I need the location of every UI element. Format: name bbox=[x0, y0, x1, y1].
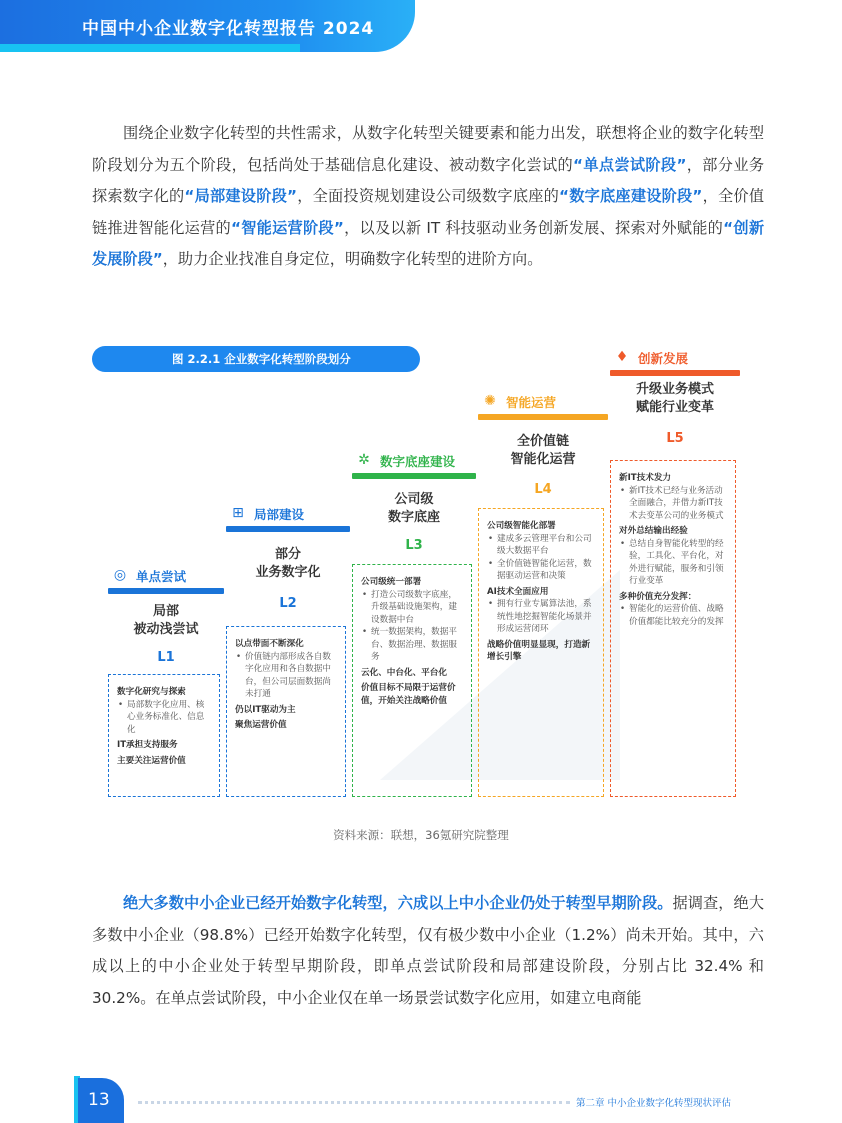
stage-level: L2 bbox=[279, 596, 297, 611]
stage-label: 局部建设 bbox=[254, 507, 305, 522]
highlight-l3: “数字底座建设阶段” bbox=[559, 187, 703, 205]
highlight-l1: “单点尝试阶段” bbox=[573, 155, 687, 174]
footer-section-title: 第二章 中小企业数字化转型现状评估 bbox=[576, 1098, 732, 1109]
stage-bar bbox=[226, 526, 350, 532]
grid-icon: ⊞ bbox=[232, 505, 244, 521]
leaf-icon: ✲ bbox=[358, 452, 370, 468]
highlight-l4: “智能运营阶段” bbox=[230, 218, 344, 237]
text-span: 据调查，绝大多数中小企业（98.8%）已经开始数字化转型，仅有极少数中小企业（1.2%）尚未开始。其中，六成以上的中小企业处于转型早期阶段，即单点尝试阶段和局部建设阶段，分别占比 32.4% 和 30.2%。在单点尝试阶段，中小企业仅在单一场景尝试数字化应用，如建立电商能 bbox=[92, 894, 765, 1007]
stage-name-line: 公司级 bbox=[394, 492, 434, 507]
detail-heading: 对外总结输出经验 bbox=[619, 526, 688, 536]
detail-heading: 新IT技术发力 bbox=[619, 473, 672, 483]
detail-bullet: • 智能化的运营价值、战略价值都能比较充分的发挥 bbox=[619, 603, 727, 628]
header-banner bbox=[0, 0, 415, 52]
diamond-icon: ♦ bbox=[615, 349, 629, 365]
stage-name-line: 数字底座 bbox=[387, 510, 440, 525]
stage-name-line: 部分 bbox=[274, 547, 301, 562]
footer-dotted-rule bbox=[138, 1101, 570, 1104]
text-span: ，以及以新 IT 科技驱动业务创新发展、探索对外赋能的 bbox=[343, 218, 724, 237]
detail-bullet: • 拥有行业专属算法池，系统性地挖掘智能化场景并形成运营闭环 bbox=[487, 598, 595, 636]
page-number: 13 bbox=[88, 1090, 110, 1110]
detail-bullet: • 新IT技术已经与业务活动全面融合，并借力新IT技术去变革公司的业务模式 bbox=[619, 485, 727, 523]
detail-heading: 主要关注运营价值 bbox=[117, 755, 186, 766]
detail-bullet: • 全价值链智能化运营，数据驱动运营和决策 bbox=[487, 558, 595, 583]
detail-heading: 云化、中台化、平台化 bbox=[361, 667, 447, 678]
detail-heading: 公司级统一部署 bbox=[361, 577, 422, 587]
stage-bar bbox=[108, 588, 224, 594]
stage-name-line: 智能化运营 bbox=[510, 452, 576, 467]
detail-heading: 仍以IT驱动为主 bbox=[235, 704, 296, 715]
figure-caption bbox=[92, 346, 420, 372]
detail-heading: 数字化研究与探索 bbox=[117, 687, 186, 697]
detail-heading: AI技术全面应用 bbox=[487, 586, 549, 597]
stage-bar bbox=[610, 370, 740, 376]
detail-bullet: • 总结自身智能化转型的经验，工具化、平台化，对外进行赋能，服务和引领行业变革 bbox=[619, 538, 727, 588]
detail-heading: 战略价值明显显现，打造新增长引擎 bbox=[487, 639, 591, 662]
text-span: 围绕企业数字化转型的共性需求，从数字化转型关键要素和能力出发，联想将企业的数字化转型阶段划分为五个阶段，包括尚处于基础信息化建设、被动数字化尝试的 bbox=[92, 124, 764, 174]
stage-bar bbox=[352, 473, 476, 479]
text-span: ，全价值链推进智能化运营的 bbox=[92, 187, 765, 237]
text-span: ，助力企业找准自身定位，明确数字化转型的进阶方向。 bbox=[162, 250, 543, 268]
stage-name-line: 全价值链 bbox=[516, 434, 569, 449]
detail-heading: 多种价值充分发挥： bbox=[619, 591, 697, 602]
detail-bullet: • 局部数字化应用、核心业务标准化、信息化 bbox=[117, 699, 211, 737]
stage-label: 数字底座建设 bbox=[380, 454, 456, 469]
figure-source: 资料来源：联想，36氪研究院整理 bbox=[333, 828, 509, 842]
bold-lead-sentence: 绝大多数中小企业已经开始数字化转型，六成以上中小企业仍处于转型早期阶段。 bbox=[123, 894, 673, 912]
stage-detail-box bbox=[108, 674, 220, 797]
detail-heading: 价值目标不局限于运营价值，开始关注战略价值 bbox=[361, 683, 456, 706]
stage-label: 创新发展 bbox=[638, 351, 689, 366]
stage-name bbox=[108, 603, 224, 639]
text-span: ，部分业务探索数字化的 bbox=[92, 155, 765, 205]
detail-heading: 以点带面不断深化 bbox=[235, 639, 304, 649]
page-number-tab bbox=[78, 1078, 124, 1123]
stage-name-line: 赋能行业变革 bbox=[635, 400, 714, 415]
stage-level: L3 bbox=[405, 538, 423, 553]
detail-heading: IT承担支持服务 bbox=[117, 740, 178, 750]
detail-bullet: • 建成多云管理平台和公司级大数据平台 bbox=[487, 533, 595, 558]
stage-name bbox=[226, 546, 350, 582]
highlight-l2: “局部建设阶段” bbox=[184, 187, 297, 205]
header-accent-band bbox=[0, 44, 300, 52]
detail-bullet: • 打造公司级数字底座，升级基础设施架构，建设数据中台 bbox=[361, 589, 463, 627]
gear-icon: ✺ bbox=[484, 393, 496, 409]
stage-level: L5 bbox=[666, 431, 684, 446]
stage-level: L1 bbox=[157, 650, 175, 665]
stage-name-line: 局部 bbox=[152, 604, 179, 619]
stage-detail-box bbox=[226, 626, 346, 797]
report-title: 中国中小企业数字化转型报告 2024 bbox=[82, 19, 375, 39]
detail-heading: 公司级智能化部署 bbox=[487, 521, 556, 531]
stage-label: 单点尝试 bbox=[136, 569, 187, 584]
target-icon: ◎ bbox=[113, 567, 127, 583]
text-span: ，全面投资规划建设公司级数字底座的 bbox=[297, 187, 560, 205]
detail-bullet: • 统一数据架构，数据平台、数据治理、数据服务 bbox=[361, 626, 463, 664]
stage-name-line: 升级业务模式 bbox=[635, 382, 714, 397]
figure-caption-text: 图 2.2.1 企业数字化转型阶段划分 bbox=[172, 352, 351, 366]
body-paragraph bbox=[92, 888, 764, 1014]
stage-name-line: 业务数字化 bbox=[255, 565, 321, 580]
stage-name bbox=[478, 433, 608, 469]
detail-bullet: • 价值链内部形成各自数字化应用和各自数据中台，但公司层面数据尚未打通 bbox=[235, 651, 337, 701]
stage-level: L4 bbox=[534, 482, 552, 497]
stage-name bbox=[352, 491, 476, 527]
stage-bar bbox=[478, 414, 608, 420]
highlight-l5: “创新发展阶段” bbox=[92, 218, 765, 268]
stage-label: 智能运营 bbox=[506, 395, 557, 410]
detail-heading: 聚焦运营价值 bbox=[235, 720, 287, 730]
stage-detail-box bbox=[478, 508, 604, 797]
stage-detail-box bbox=[352, 564, 472, 797]
stage-name-line: 被动浅尝试 bbox=[133, 622, 199, 637]
stage-name bbox=[610, 381, 740, 417]
intro-paragraph bbox=[92, 118, 764, 276]
stage-detail-box bbox=[610, 460, 736, 797]
